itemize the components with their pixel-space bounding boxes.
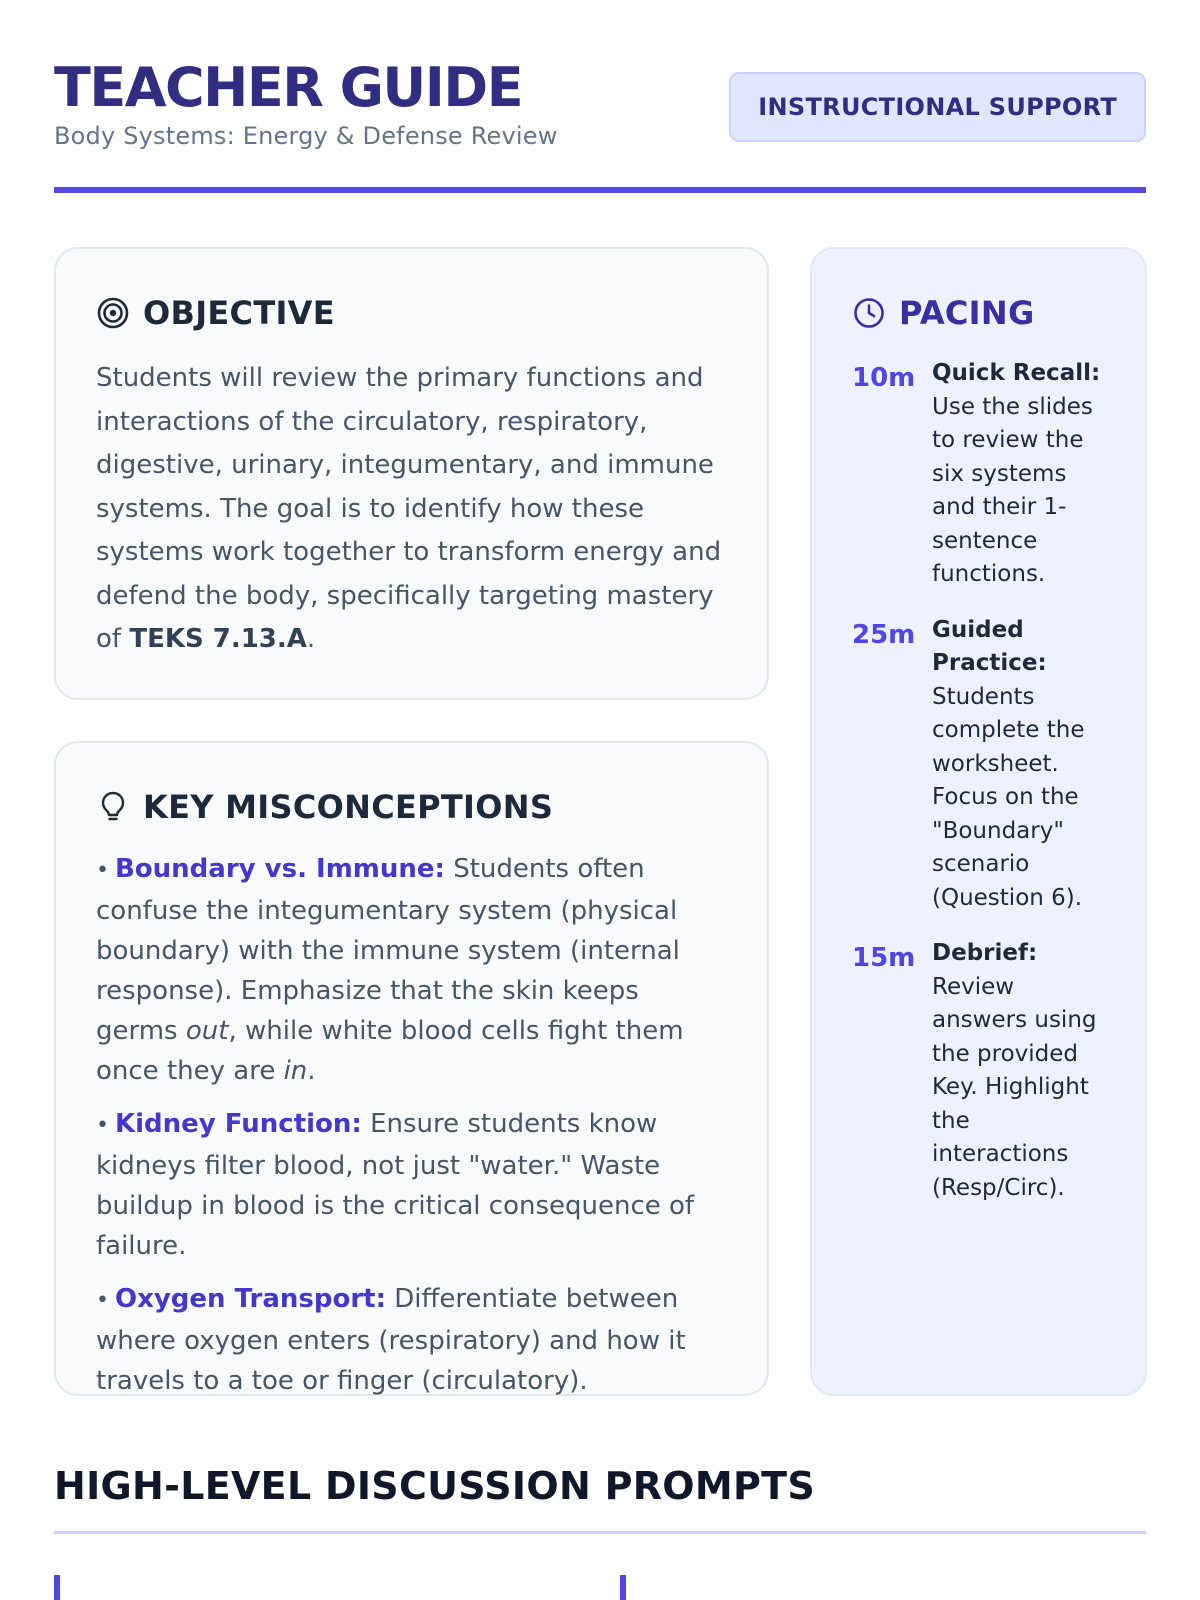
lightbulb-icon: [96, 790, 130, 824]
discussion-divider: [54, 1531, 1146, 1534]
pacing-description: Guided Practice: Students complete the worksheet. Focus on the "Boundary" scenario (Question 6).: [932, 616, 1085, 911]
objective-heading: OBJECTIVE: [143, 294, 335, 332]
pacing-heading: PACING: [899, 294, 1035, 332]
page-subtitle: Body Systems: Energy & Defense Review: [54, 122, 558, 150]
misconceptions-heading: KEY MISCONCEPTIONS: [143, 788, 554, 826]
misconceptions-card: [54, 741, 769, 1396]
pacing-card: [810, 247, 1147, 1396]
misconceptions-header: [96, 785, 727, 829]
objective-header: [96, 291, 727, 335]
objective-text: Students will review the primary functions and interactions of the circulatory, respiratory, digestive, urinary, integumentary, and immune systems. The goal is to identify how these systems work together to transform energy and defend the body, specifically targeting mastery of TEKS 7.13.A.: [96, 363, 722, 654]
misconception-item: • Boundary vs. Immune: Students often confuse the integumentary system (physical boundary) with the immune system (internal response). Emphasize that the skin keeps germs out, while white blood cells fight them once they are in.: [96, 854, 684, 1086]
pacing-time: 10m: [852, 363, 916, 393]
page-title: TEACHER GUIDE: [54, 56, 523, 119]
misconception-term: Boundary vs. Immune:: [114, 854, 445, 884]
clock-icon: [852, 296, 886, 330]
pacing-time: 25m: [852, 619, 916, 650]
pacing-item: [852, 614, 1125, 916]
pacing-list: [852, 357, 1125, 1205]
header-divider: [54, 187, 1146, 193]
prompt-accent-bar: [54, 1575, 60, 1600]
misconception-item: • Kidney Function: Ensure students know kidneys filter blood, not just "water." Waste buildup in blood is the critical consequence of failure.: [96, 1109, 695, 1261]
instructional-support-badge: INSTRUCTIONAL SUPPORT: [729, 72, 1146, 142]
objective-card: [54, 247, 769, 700]
pacing-description: Quick Recall: Use the slides to review the six systems and their 1-sentence functions.: [932, 360, 1101, 587]
pacing-description: Debrief: Review answers using the provided Key. Highlight the interactions (Resp/Circ).: [932, 940, 1097, 1201]
misconceptions-list: [96, 849, 727, 1401]
target-icon: [96, 296, 130, 330]
misconception-term: Oxygen Transport:: [114, 1284, 386, 1314]
misconception-item: • Oxygen Transport: Differentiate between where oxygen enters (respiratory) and how it travels to a toe or finger (circulatory).: [96, 1284, 686, 1396]
pacing-item: [852, 357, 1125, 592]
prompt-accent-bar: [620, 1575, 626, 1600]
page-header: [54, 56, 1146, 196]
pacing-header: [852, 291, 1125, 335]
pacing-time: 15m: [852, 943, 916, 973]
pacing-item: [852, 937, 1125, 1205]
misconception-term: Kidney Function:: [114, 1109, 362, 1139]
discussion-prompts-heading: HIGH-LEVEL DISCUSSION PROMPTS: [54, 1464, 816, 1508]
teks-code: TEKS 7.13.A: [129, 624, 307, 654]
